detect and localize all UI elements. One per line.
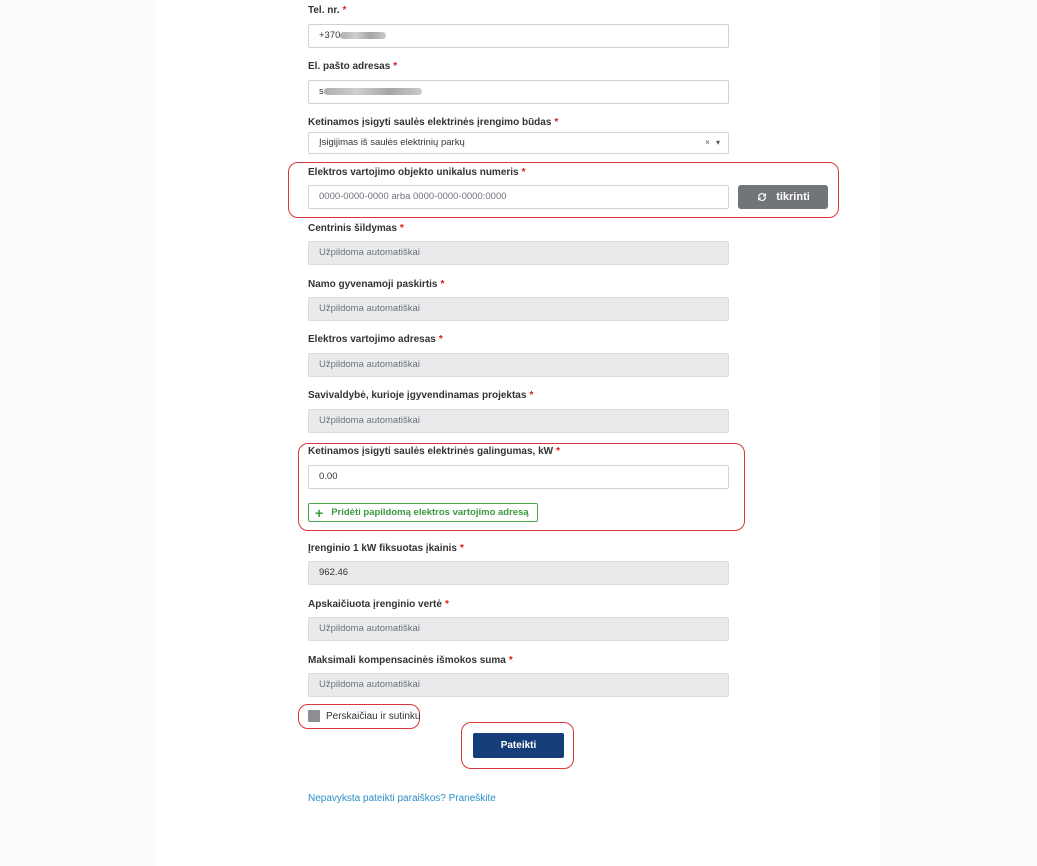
install-method-label: Ketinamos įsigyti saulės elektrinės įrengimo būdas * <box>308 117 559 128</box>
submit-button[interactable]: Pateikti <box>473 733 564 758</box>
report-problem-link[interactable]: Nepavyksta pateikti paraiškos? Praneškite <box>308 793 496 804</box>
phone-label: Tel. nr. * <box>308 5 347 16</box>
install-method-select[interactable]: Įsigijimas iš saulės elektrinių parkų × ▾ <box>308 132 729 154</box>
agree-label: Perskaičiau ir sutinku <box>326 710 421 722</box>
object-number-label: Elektros vartojimo objekto unikalus numeris * <box>308 167 526 178</box>
municipality-field: Užpildoma automatiškai <box>308 409 729 433</box>
email-label: El. pašto adresas * <box>308 61 398 72</box>
consumption-address-label: Elektros vartojimo adresas * <box>308 334 443 345</box>
municipality-label: Savivaldybė, kurioje įgyvendinamas projektas * <box>308 390 534 401</box>
redacted-phone <box>340 32 386 39</box>
power-label: Ketinamos įsigyti saulės elektrinės galingumas, kW * <box>308 446 560 457</box>
redacted-email <box>324 88 422 95</box>
house-purpose-field: Užpildoma automatiškai <box>308 297 729 321</box>
power-input[interactable]: 0.00 <box>308 465 729 489</box>
add-address-button[interactable]: + Pridėti papildomą elektros vartojimo adresą <box>308 503 538 522</box>
central-heating-label: Centrinis šildymas * <box>308 223 404 234</box>
consumption-address-field: Užpildoma automatiškai <box>308 353 729 377</box>
device-value-label: Apskaičiuota įrenginio vertė * <box>308 599 449 610</box>
phone-input[interactable]: +370 <box>308 24 729 48</box>
chevron-down-icon[interactable]: ▾ <box>715 138 722 147</box>
fixed-price-field: 962.46 <box>308 561 729 585</box>
device-value-field: Užpildoma automatiškai <box>308 617 729 641</box>
house-purpose-label: Namo gyvenamoji paskirtis * <box>308 279 445 290</box>
max-compensation-field: Užpildoma automatiškai <box>308 673 729 697</box>
agree-checkbox[interactable] <box>308 710 320 722</box>
check-button[interactable]: tikrinti <box>738 185 828 209</box>
refresh-icon <box>756 191 768 203</box>
agree-row[interactable] <box>308 709 420 723</box>
fixed-price-label: Įrenginio 1 kW fiksuotas įkainis * <box>308 543 464 554</box>
clear-icon[interactable]: × <box>705 138 712 147</box>
object-number-input[interactable]: 0000-0000-0000 arba 0000-0000-0000:0000 <box>308 185 729 209</box>
plus-icon: + <box>315 504 324 521</box>
max-compensation-label: Maksimali kompensacinės išmokos suma * <box>308 655 513 666</box>
email-input[interactable]: s <box>308 80 729 104</box>
central-heating-field: Užpildoma automatiškai <box>308 241 729 265</box>
